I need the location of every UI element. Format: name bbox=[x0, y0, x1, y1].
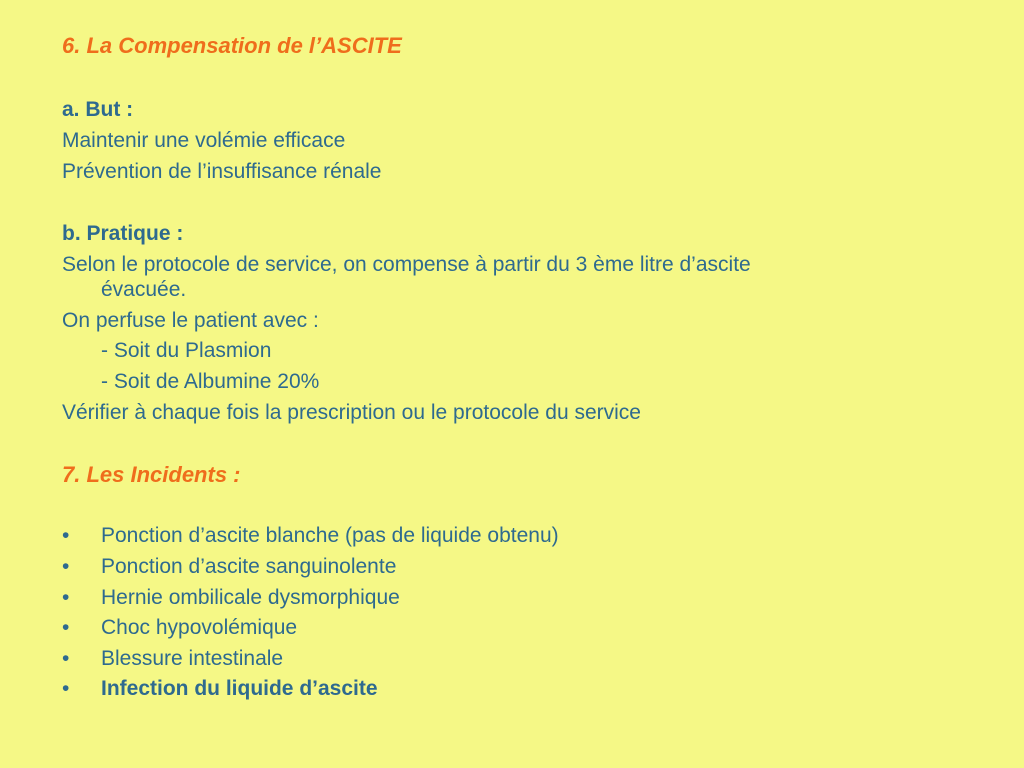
but-line: Maintenir une volémie efficace bbox=[62, 129, 346, 152]
list-item-text: Hernie ombilicale dysmorphique bbox=[101, 586, 400, 609]
pratique-line: On perfuse le patient avec : bbox=[62, 309, 319, 332]
pratique-line: Vérifier à chaque fois la prescription ou le protocole du service bbox=[62, 401, 641, 424]
pratique-line-continuation: évacuée. bbox=[101, 278, 187, 301]
list-item-text: Blessure intestinale bbox=[101, 647, 284, 670]
pratique-option: - Soit de Albumine 20% bbox=[101, 370, 320, 393]
section-6-title: 6. La Compensation de l’ASCITE bbox=[62, 33, 402, 58]
but-heading: a. But : bbox=[62, 98, 134, 121]
list-item-text: Choc hypovolémique bbox=[101, 616, 298, 639]
bullet-icon: • bbox=[62, 677, 70, 700]
bullet-icon: • bbox=[62, 616, 70, 639]
list-item-text: Ponction d’ascite blanche (pas de liquide obtenu) bbox=[101, 524, 559, 547]
bullet-icon: • bbox=[62, 555, 70, 578]
pratique-heading: b. Pratique : bbox=[62, 222, 184, 245]
pratique-option: - Soit du Plasmion bbox=[101, 339, 272, 362]
bullet-icon: • bbox=[62, 524, 70, 547]
bullet-icon: • bbox=[62, 586, 70, 609]
list-item-text-emphasized: Infection du liquide d’ascite bbox=[101, 677, 378, 700]
pratique-line: Selon le protocole de service, on compense à partir du 3 ème litre d’ascite bbox=[62, 253, 751, 276]
but-line: Prévention de l’insuffisance rénale bbox=[62, 160, 382, 183]
bullet-icon: • bbox=[62, 647, 70, 670]
section-7-title: 7. Les Incidents : bbox=[62, 462, 241, 487]
list-item-text: Ponction d’ascite sanguinolente bbox=[101, 555, 397, 578]
